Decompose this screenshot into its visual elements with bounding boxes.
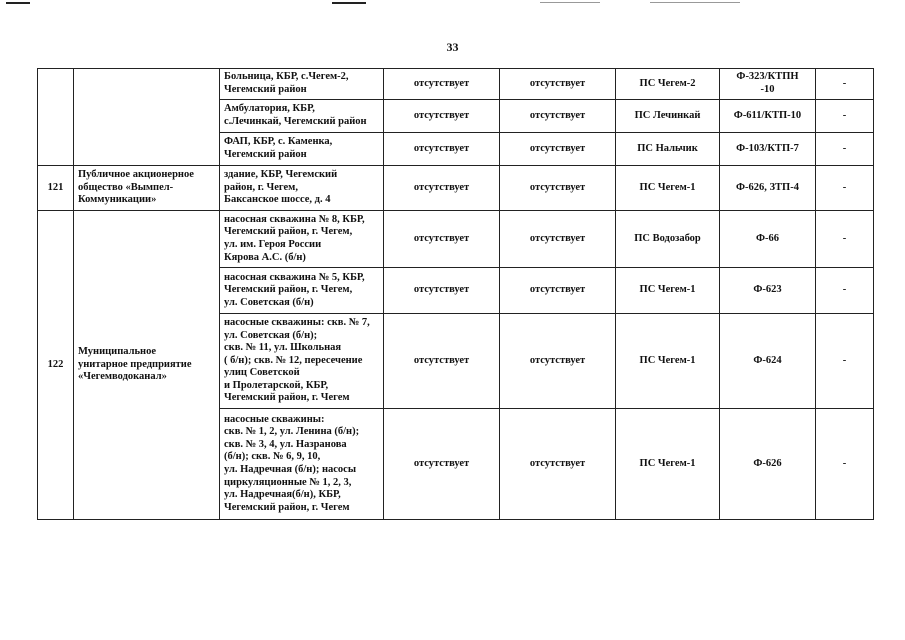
substation: ПС Водозабор <box>616 211 720 268</box>
object-address: здание, КБР, Чегемский район, г. Чегем, Баксанское шоссе, д. 4 <box>220 166 384 211</box>
mark: - <box>816 211 874 268</box>
feeder: Ф-624 <box>720 314 816 409</box>
substation: ПС Лечинкай <box>616 100 720 133</box>
feeder: Ф-66 <box>720 211 816 268</box>
top-rule-left <box>6 2 30 4</box>
status-2: отсутствует <box>500 166 616 211</box>
mark: - <box>816 133 874 166</box>
row-number: 122 <box>38 211 74 520</box>
substation: ПС Чегем-1 <box>616 166 720 211</box>
object-address: насосная скважина № 5, КБР, Чегемский район, г. Чегем, ул. Советская (б/н) <box>220 268 384 314</box>
row-number: 121 <box>38 166 74 211</box>
top-rule-mid <box>332 2 366 4</box>
status-1: отсутствует <box>384 211 500 268</box>
feeder: Ф-626 <box>720 409 816 520</box>
mark: - <box>816 100 874 133</box>
table-row <box>38 166 874 211</box>
feeder: Ф-626, ЗТП-4 <box>720 166 816 211</box>
top-rule-right2 <box>650 2 740 3</box>
status-2: отсутствует <box>500 409 616 520</box>
status-2: отсутствует <box>500 133 616 166</box>
status-1: отсутствует <box>384 166 500 211</box>
object-address: ФАП, КБР, с. Каменка, Чегемский район <box>220 133 384 166</box>
mark: - <box>816 69 874 100</box>
mark: - <box>816 314 874 409</box>
mark: - <box>816 166 874 211</box>
status-1: отсутствует <box>384 133 500 166</box>
status-1: отсутствует <box>384 69 500 100</box>
feeder: Ф-611/КТП-10 <box>720 100 816 133</box>
status-2: отсутствует <box>500 314 616 409</box>
status-2: отсутствует <box>500 268 616 314</box>
object-address: насосные скважины: скв. № 7, ул. Советская (б/н); скв. № 11, ул. Школьная ( б/н); скв. № 12, пересечение улиц Советской и Пролетарской, КБР, Чегемский район, г. Чегем <box>220 314 384 409</box>
facilities-table <box>37 68 874 520</box>
table-row <box>38 69 874 100</box>
status-2: отсутствует <box>500 69 616 100</box>
status-1: отсутствует <box>384 314 500 409</box>
status-1: отсутствует <box>384 268 500 314</box>
object-address: насосные скважины: скв. № 1, 2, ул. Ленина (б/н); скв. № 3, 4, ул. Назранова (б/н); скв. № 6, 9, 10, ул. Надречная (б/н); насосы циркуляционные № 1, 2, 3, ул. Надречная(б/н), КБР, Чегемский район, г. Чегем <box>220 409 384 520</box>
object-address: насосная скважина № 8, КБР, Чегемский район, г. Чегем, ул. им. Героя России Кярова А.С. (б/н) <box>220 211 384 268</box>
organization: Муниципальное унитарное предприятие «Чегемводоканал» <box>74 211 220 520</box>
organization: Публичное акционерное общество «Вымпел- Коммуникации» <box>74 166 220 211</box>
page-number: 33 <box>446 40 459 54</box>
status-1: отсутствует <box>384 100 500 133</box>
row-number <box>38 69 74 166</box>
mark: - <box>816 409 874 520</box>
status-1: отсутствует <box>384 409 500 520</box>
mark: - <box>816 268 874 314</box>
table-row <box>38 211 874 268</box>
object-address: Больница, КБР, с.Чегем-2, Чегемский район <box>220 69 384 100</box>
organization <box>74 69 220 166</box>
feeder: Ф-623 <box>720 268 816 314</box>
top-rule-right1 <box>540 2 600 3</box>
substation: ПС Чегем-1 <box>616 314 720 409</box>
object-address: Амбулатория, КБР, с.Лечинкай, Чегемский район <box>220 100 384 133</box>
status-2: отсутствует <box>500 211 616 268</box>
substation: ПС Чегем-2 <box>616 69 720 100</box>
feeder: Ф-103/КТП-7 <box>720 133 816 166</box>
substation: ПС Нальчик <box>616 133 720 166</box>
substation: ПС Чегем-1 <box>616 409 720 520</box>
substation: ПС Чегем-1 <box>616 268 720 314</box>
feeder: Ф-323/КТПН -10 <box>720 69 816 100</box>
status-2: отсутствует <box>500 100 616 133</box>
